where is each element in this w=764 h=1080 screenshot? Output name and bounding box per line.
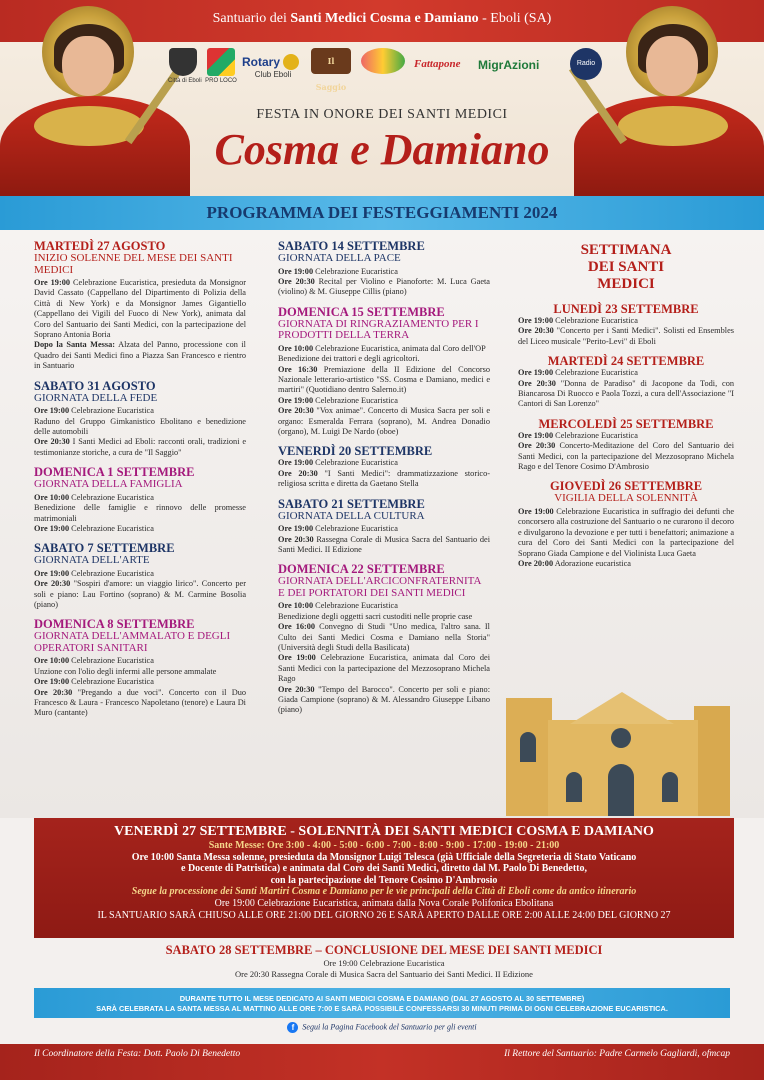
event-line: Ore 10:00 Celebrazione Eucaristica — [34, 656, 154, 666]
event-theme: GIORNATA DI RINGRAZIAMENTO PER I PRODOTTI DELLA TERRA — [278, 317, 479, 342]
footer — [0, 1044, 764, 1080]
event-line: Ore 20:30 "Concerto per i Santi Medici". Solisti ed Ensembles del Liceo musicale "Perito-Levi" di Eboli — [518, 326, 734, 346]
event-block — [278, 445, 490, 489]
event-line: Ore 19:00 Celebrazione Eucaristica — [34, 523, 154, 533]
event-line: Ore 16:00 Convegno di Studi "Uno medica, l'altro sana. Il Culto dei Santi Medici Cosma e Damiano nella Storia" (Università degli Studi della Basilicata) — [278, 622, 490, 652]
event-line: Benedizione degli oggetti sacri custoditi nelle proprie case — [278, 611, 473, 621]
event-theme: GIORNATA DELLA FEDE — [34, 391, 158, 404]
event-date: VENERDÌ 20 SETTEMBRE — [278, 444, 433, 459]
event-line: Ore 16:30 Premiazione della II Edizione del Concorso Nazionale letterario-artistico "SS. Cosma e Damiano, medici e martiri" (Quotidiano dentro Salerno.it) — [278, 364, 490, 395]
logo-rotary: Rotary Club Eboli — [242, 48, 304, 94]
event-theme: GIORNATA DELLA PACE — [278, 252, 401, 264]
event-block — [278, 240, 490, 298]
event-line: Ore 19:00 Celebrazione Eucaristica — [518, 316, 638, 325]
festa-title: Cosma e Damiano — [214, 125, 550, 174]
event-date: DOMENICA 1 SETTEMBRE — [34, 465, 195, 480]
event-block — [278, 498, 490, 556]
solennita-line: e Docente di Patristica) e animata dal Coro dei Santi Medici, diretto dal M. Paolo Di Benedetto, — [181, 863, 587, 875]
event-line: Ore 19:00 Celebrazione Eucaristica, animata dal Coro dei Santi Medici con la partecipazione del Mezzosoprano Michela Rago — [278, 653, 490, 684]
sponsor-logos — [168, 48, 608, 98]
event-date: SABATO 21 SETTEMBRE — [278, 496, 425, 511]
event-line: Ore 19:00 Celebrazione Eucaristica — [278, 524, 398, 534]
event-line: Dopo la Santa Messa: Alzata del Panno, processione con il Quadro dei Santi Medici fino a Piazza San Francesco e rientro in Santuario — [34, 340, 246, 371]
program-title: PROGRAMMA DEI FESTEGGIAMENTI 2024 — [206, 203, 558, 222]
footer-coordinator: Il Coordinatore della Festa: Dott. Paolo Di Benedetto — [34, 1049, 241, 1059]
event-block — [518, 355, 734, 410]
facebook-icon: f — [287, 1022, 298, 1033]
event-line: Ore 20:30 "I Santi Medici": drammatizzazione storico-religiosa scritta e diretta da Gaetano Stella — [278, 468, 490, 489]
event-theme: GIORNATA DELL'ARTE — [34, 554, 150, 567]
event-block — [34, 380, 246, 459]
event-line: Ore 20:30 Rassegna Corale di Musica Sacra del Santuario dei Santi Medici. II Edizione — [278, 534, 490, 554]
column-settimana-santi-medici — [518, 240, 734, 577]
logo-fattapone: Fattapone — [414, 58, 461, 70]
sabato-28-box — [34, 940, 734, 986]
event-line: Ore 10:00 Celebrazione Eucaristica — [278, 601, 398, 611]
event-theme: VIGILIA DELLA SOLENNITÀ — [554, 492, 698, 505]
logo-pro-loco: PRO LOCO — [204, 48, 238, 94]
logo-ebo — [360, 48, 406, 94]
poster-header — [0, 0, 764, 196]
event-block — [34, 466, 246, 534]
event-date: DOMENICA 15 SETTEMBRE — [278, 304, 445, 319]
event-date: SABATO 31 AGOSTO — [34, 378, 156, 393]
settimana-heading: SETTIMANA DEI SANTI MEDICI — [580, 242, 672, 292]
event-theme: GIORNATA DELLA FAMIGLIA — [34, 478, 183, 491]
event-line: Ore 20:30 "Tempo del Barocco". Concerto per soli e piano: Giada Campione (soprano) & M. Alessandro Giuseppe Libano (piano) — [278, 684, 490, 715]
event-block — [278, 306, 490, 438]
event-line: Ore 19:00 Celebrazione Eucaristica, presieduta da Monsignor David Cassato (Cappellano del Dipartimento di Polizia della Città di New York) e da Monsignor James Gigantiello (Cappellano dei Vigili del Fuoco di New York), animata dal Coro del Santuario dei Santi Medici, con la partecipazione del Soprano Antonia Boria — [34, 278, 246, 340]
column-august-early-september — [34, 240, 246, 727]
facebook-follow[interactable] — [0, 1022, 764, 1033]
event-line: Unzione con l'olio degli infermi alle persone ammalate — [34, 666, 217, 676]
event-theme: GIORNATA DELL'ARCICONFRATERNITA E DEI PORTATORI DEI SANTI MEDICI — [278, 575, 481, 599]
event-block — [34, 618, 246, 718]
solennita-line: con la partecipazione del Tenore Cosimo D'Ambrosio — [270, 874, 498, 886]
sabato-28-title: SABATO 28 SETTEMBRE – CONCLUSIONE DEL MESE DEI SANTI MEDICI — [165, 943, 603, 957]
solennita-line: Ore 19:00 Celebrazione Eucaristica, animata dalla Nova Corale Polifonica Ebolitana — [214, 897, 554, 909]
event-date: DOMENICA 8 SETTEMBRE — [34, 617, 195, 632]
event-date: DOMENICA 22 SETTEMBRE — [278, 562, 445, 577]
program-content — [0, 230, 764, 818]
event-date: GIOVEDÌ 26 SETTEMBRE — [549, 479, 703, 494]
event-line: Ore 20:30 "Donna de Paradiso" di Jacopone da Todi, con Biancarosa Di Ruocco e Paola Tozzi, a cura dell'Associazione "I Cantori di San Lorenzo" — [518, 378, 734, 409]
event-theme: INIZIO SOLENNE DEL MESE DEI SANTI MEDICI — [34, 252, 233, 276]
event-line: Raduno del Gruppo Gimkanistico Ebolitano e benedizione delle automobili — [34, 416, 246, 436]
event-line: Benedizione dei trattori e degli agricoltori. — [278, 354, 420, 364]
solennita-line: Segue la processione dei Santi Martiri Cosma e Damiano per le vie principali della Città di Eboli come da antico itinerario — [131, 886, 637, 898]
event-line: Ore 20:30 Concerto-Meditazione del Coro del Santuario dei Santi Medici, con la partecipazione del Mezzosoprano Michela Rago e del Tenore Cosimo D'Ambrosio — [518, 441, 734, 472]
logo-radio: Radio — [568, 48, 604, 94]
notice-line: SARÀ CELEBRATA LA SANTA MESSA AL MATTINO ALLE ORE 7:00 E SARÀ POSSIBILE CONFESSARSI 30 MINUTI PRIMA DI OGNI CELEBRAZIONE EUCARISTICA. — [96, 1004, 668, 1013]
event-line: Ore 20:30 I Santi Medici ad Eboli: racconti orali, tradizioni e testimonianze storiche, a cura de "Il Saggio" — [34, 437, 246, 457]
event-line: Ore 19:00 Celebrazione Eucaristica — [518, 430, 638, 440]
santuario-prefix: Santuario dei — [212, 11, 287, 26]
santuario-names: Santi Medici Cosma e Damiano — [290, 11, 479, 26]
solennita-line: Sante Messe: Ore 3:00 - 4:00 - 5:00 - 6:00 - 7:00 - 8:00 - 9:00 - 17:00 - 19:00 - 21:00 — [208, 840, 560, 851]
notice-box — [34, 988, 730, 1018]
event-line: Ore 10:00 Celebrazione Eucaristica — [34, 492, 154, 502]
solennita-title: VENERDÌ 27 SETTEMBRE - SOLENNITÀ DEI SANTI MEDICI COSMA E DAMIANO — [114, 824, 654, 839]
event-block — [278, 563, 490, 715]
santuario-suffix: - Eboli (SA) — [482, 11, 552, 26]
event-date: LUNEDÌ 23 SETTEMBRE — [553, 302, 699, 316]
program-banner — [0, 196, 764, 230]
logo-il-saggio: Il Saggio — [310, 48, 352, 94]
event-date: MARTEDÌ 27 AGOSTO — [34, 239, 166, 253]
sabato-28-line: Ore 19:00 Celebrazione Eucaristica — [323, 958, 445, 968]
event-block — [518, 418, 734, 473]
event-date: SABATO 7 SETTEMBRE — [34, 541, 175, 556]
facebook-text: Segui la Pagina Facebook del Santuario per gli eventi — [302, 1022, 477, 1032]
event-line: Ore 19:00 Celebrazione Eucaristica in suffragio dei defunti che concorsero alla costruzione del Santuario o ne curarono il decoro e divulgarono la devozione e per tutti i benefattori; animazione a cura del Coro dei Santi Medici con la partecipazione del Soprano Giada Campione e del Violinista Luca Gaeta — [518, 506, 735, 558]
festa-subtitle: FESTA IN ONORE DEI SANTI MEDICI — [256, 107, 508, 122]
logo-migrazioni: MigrAzioni — [478, 58, 540, 72]
event-theme: GIORNATA DELL'AMMALATO E DEGLI OPERATORI SANITARI — [34, 630, 231, 654]
santuario-church-image — [500, 692, 730, 816]
event-block — [34, 542, 246, 610]
event-line: Ore 19:00 Celebrazione Eucaristica — [278, 395, 398, 405]
event-line: Benedizione delle famiglie e rinnovo delle promesse matrimoniali — [34, 503, 246, 523]
event-block — [518, 480, 734, 569]
event-date: SABATO 14 SETTEMBRE — [278, 239, 425, 253]
event-line: Ore 20:00 Adorazione eucaristica — [518, 559, 631, 568]
event-line: Ore 20:30 "Sospiri d'amore: un viaggio lirico". Concerto per soli e piano: Lau Fortino (soprano) & M. Carmine Bosolia (piano) — [34, 579, 246, 610]
event-date: MARTEDÌ 24 SETTEMBRE — [547, 354, 705, 369]
event-line: Ore 10:00 Celebrazione Eucaristica, animata dal Coro dell'OP — [278, 343, 486, 353]
rotary-wheel-icon — [283, 54, 299, 70]
event-theme: GIORNATA DELLA CULTURA — [278, 509, 425, 522]
solennita-line: Ore 10:00 Santa Messa solenne, presieduta da Monsignor Luigi Telesca (già Ufficiale della Segreteria di Stato Vaticano — [131, 851, 637, 863]
event-line: Ore 20:30 Recital per Violino e Pianoforte: M. Luca Gaeta (violino) & M. Giuseppe Cillis (piano) — [278, 276, 490, 297]
sabato-28-line: Ore 20:30 Rassegna Corale di Musica Sacra del Santuario dei Santi Medici. II Edizione — [235, 969, 533, 979]
column-mid-september — [278, 240, 490, 724]
notice-line: DURANTE TUTTO IL MESE DEDICATO AI SANTI MEDICI COSMA E DAMIANO (DAL 27 AGOSTO AL 30 SETTEMBRE) — [179, 994, 585, 1003]
event-line: Ore 19:00 Celebrazione Eucaristica — [34, 677, 154, 687]
footer-rector: Il Rettore del Santuario: Padre Carmelo Gagliardi, ofmcap — [504, 1049, 730, 1059]
event-block — [518, 303, 734, 347]
solennita-box — [34, 818, 734, 938]
event-line: Ore 20:30 "Vox animae". Concerto di Musica Sacra per soli e organo: Esmeralda Ferrara (soprano), M. Andrea Donadio (organo), M. Luigi De Nardo (oboe) — [278, 406, 491, 436]
event-date: MERCOLEDÌ 25 SETTEMBRE — [538, 416, 714, 431]
event-line: Ore 19:00 Celebrazione Eucaristica — [518, 368, 638, 378]
solennita-line: IL SANTUARIO SARÀ CHIUSO ALLE ORE 21:00 DEL GIORNO 26 E SARÀ APERTO DALLE ORE 2:00 ALLE 24:00 DEL GIORNO 27 — [97, 909, 671, 921]
event-block — [34, 240, 246, 372]
event-line: Ore 20:30 "Pregando a due voci". Concerto con il Duo Francesco & Laura - Francesco Napoletano (tenore) e Laura Di Muro (cantante) — [34, 687, 246, 718]
event-line: Ore 19:00 Celebrazione Eucaristica — [278, 266, 398, 276]
event-line: Ore 19:00 Celebrazione Eucaristica — [34, 406, 154, 416]
logo-citta-di-eboli: Città di Eboli — [168, 48, 198, 94]
event-line: Ore 19:00 Celebrazione Eucaristica — [278, 458, 398, 468]
event-line: Ore 19:00 Celebrazione Eucaristica — [34, 568, 154, 578]
